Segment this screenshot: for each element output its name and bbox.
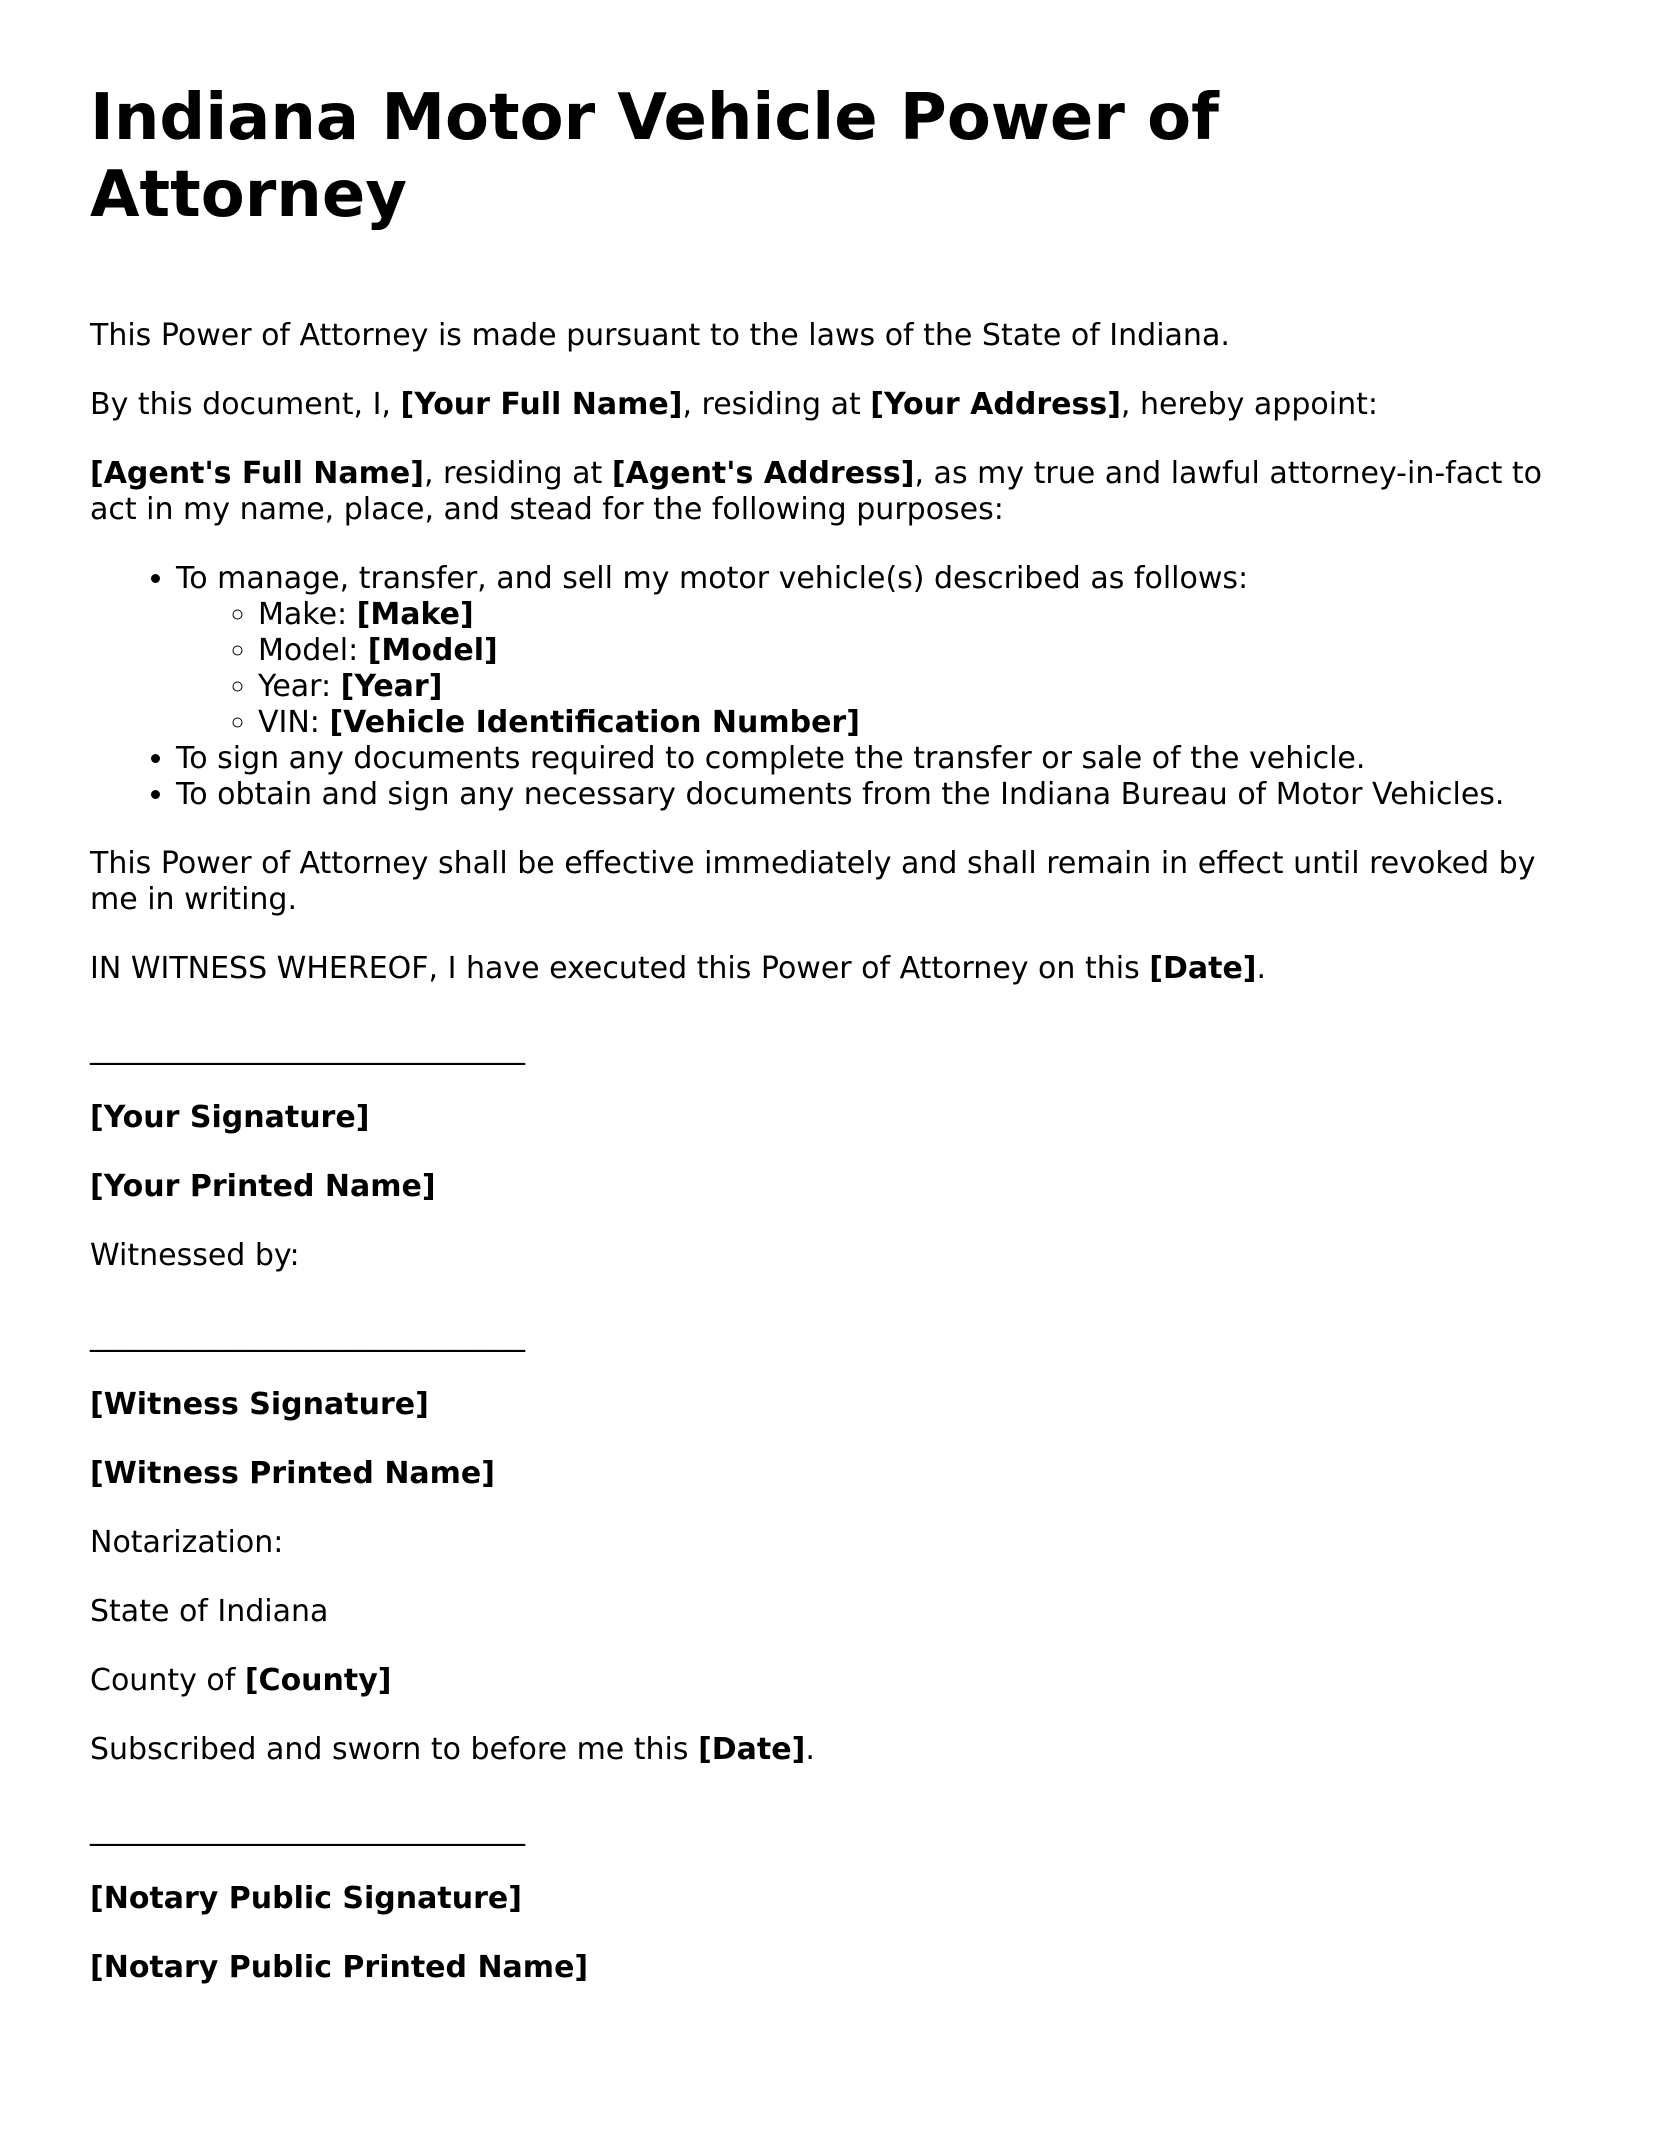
appoint-run: By this document, I,	[90, 387, 401, 422]
witness-whereof-run: .	[1256, 951, 1267, 986]
watermark: edu-law.org	[585, 1040, 1005, 1104]
list-item-make	[258, 597, 1544, 633]
list-item-year	[258, 669, 1544, 705]
obtain-text: To obtain and sign any necessary documents from the Indiana Bureau of Motor Vehicles.	[176, 777, 1505, 812]
year-label: Year:	[258, 669, 341, 704]
witness-signature-label	[90, 1387, 1544, 1423]
agent-address-placeholder: [Agent's Address]	[611, 456, 915, 491]
witness-whereof-paragraph	[90, 951, 1544, 987]
make-placeholder: [Make]	[356, 597, 474, 632]
list-item-obtain	[176, 777, 1544, 813]
effective-paragraph	[90, 846, 1544, 918]
your-address-placeholder: [Your Address]	[870, 387, 1121, 422]
agent-full-name-placeholder: [Agent's Full Name]	[90, 456, 424, 491]
powers-list	[90, 561, 1544, 813]
intro-paragraph	[90, 318, 1544, 354]
agent-run: , residing at	[423, 456, 612, 491]
model-placeholder: [Model]	[367, 633, 498, 668]
notary-printed-name-placeholder: [Notary Public Printed Name]	[90, 1950, 589, 1985]
agent-paragraph	[90, 456, 1544, 528]
county-line	[90, 1663, 1544, 1699]
county-placeholder: [County]	[244, 1663, 392, 1698]
your-signature-label	[90, 1100, 1544, 1136]
vin-label: VIN:	[258, 705, 330, 740]
execution-date-placeholder: [Date]	[1149, 951, 1257, 986]
appointment-paragraph	[90, 387, 1544, 423]
notary-signature-label	[90, 1881, 1544, 1917]
principal-signature-line: _____________________________	[90, 1031, 525, 1066]
vin-placeholder: [Vehicle Identification Number]	[329, 705, 860, 740]
list-item-sign	[176, 741, 1544, 777]
sworn-date-placeholder: [Date]	[698, 1732, 806, 1767]
sworn-run: .	[805, 1732, 815, 1767]
year-placeholder: [Year]	[340, 669, 443, 704]
notarization-label	[90, 1525, 1544, 1561]
witness-whereof-run: IN WITNESS WHEREOF, I have executed this Power of Attorney on this	[90, 951, 1150, 986]
make-label: Make:	[258, 597, 357, 632]
intro-text: This Power of Attorney is made pursuant to the laws of the State of Indiana.	[90, 318, 1230, 353]
model-label: Model:	[258, 633, 368, 668]
vehicle-details-list	[176, 597, 1544, 741]
notarization-text: Notarization:	[90, 1525, 284, 1560]
witness-printed-name-placeholder: [Witness Printed Name]	[90, 1456, 495, 1491]
agent-run: , as my true and lawful attorney-in-fact to act in my name, place, and stead for the following purposes:	[90, 456, 1543, 527]
notary-signature-line: _____________________________	[90, 1812, 525, 1847]
sworn-paragraph	[90, 1732, 1544, 1768]
sign-text: To sign any documents required to complete the transfer or sale of the vehicle.	[176, 741, 1366, 776]
your-full-name-placeholder: [Your Full Name]	[400, 387, 683, 422]
your-signature-placeholder: [Your Signature]	[90, 1100, 370, 1135]
list-item-vin	[258, 705, 1544, 741]
your-printed-name-label	[90, 1169, 1544, 1205]
county-run: County of	[90, 1663, 245, 1698]
witness-signature-line: _____________________________	[90, 1318, 525, 1353]
notary-printed-name-label	[90, 1950, 1544, 1986]
sworn-run: Subscribed and sworn to before me this	[90, 1732, 699, 1767]
state-text: State of Indiana	[90, 1594, 329, 1629]
witness-printed-name-label	[90, 1456, 1544, 1492]
list-item-manage	[176, 561, 1544, 741]
appoint-run: , hereby appoint:	[1120, 387, 1378, 422]
your-printed-name-placeholder: [Your Printed Name]	[90, 1169, 436, 1204]
page-title: Indiana Motor Vehicle Power of Attorney	[90, 81, 1219, 232]
list-item-model	[258, 633, 1544, 669]
witnessed-by-text: Witnessed by:	[90, 1238, 300, 1273]
notary-signature-placeholder: [Notary Public Signature]	[90, 1881, 522, 1916]
witnessed-by-label	[90, 1238, 1544, 1274]
effective-text: This Power of Attorney shall be effective immediately and shall remain in effect until revoked by me in writing.	[90, 846, 1536, 917]
manage-text: To manage, transfer, and sell my motor vehicle(s) described as follows:	[176, 561, 1249, 596]
witness-signature-placeholder: [Witness Signature]	[90, 1387, 429, 1422]
appoint-run: , residing at	[682, 387, 871, 422]
state-line	[90, 1594, 1544, 1630]
